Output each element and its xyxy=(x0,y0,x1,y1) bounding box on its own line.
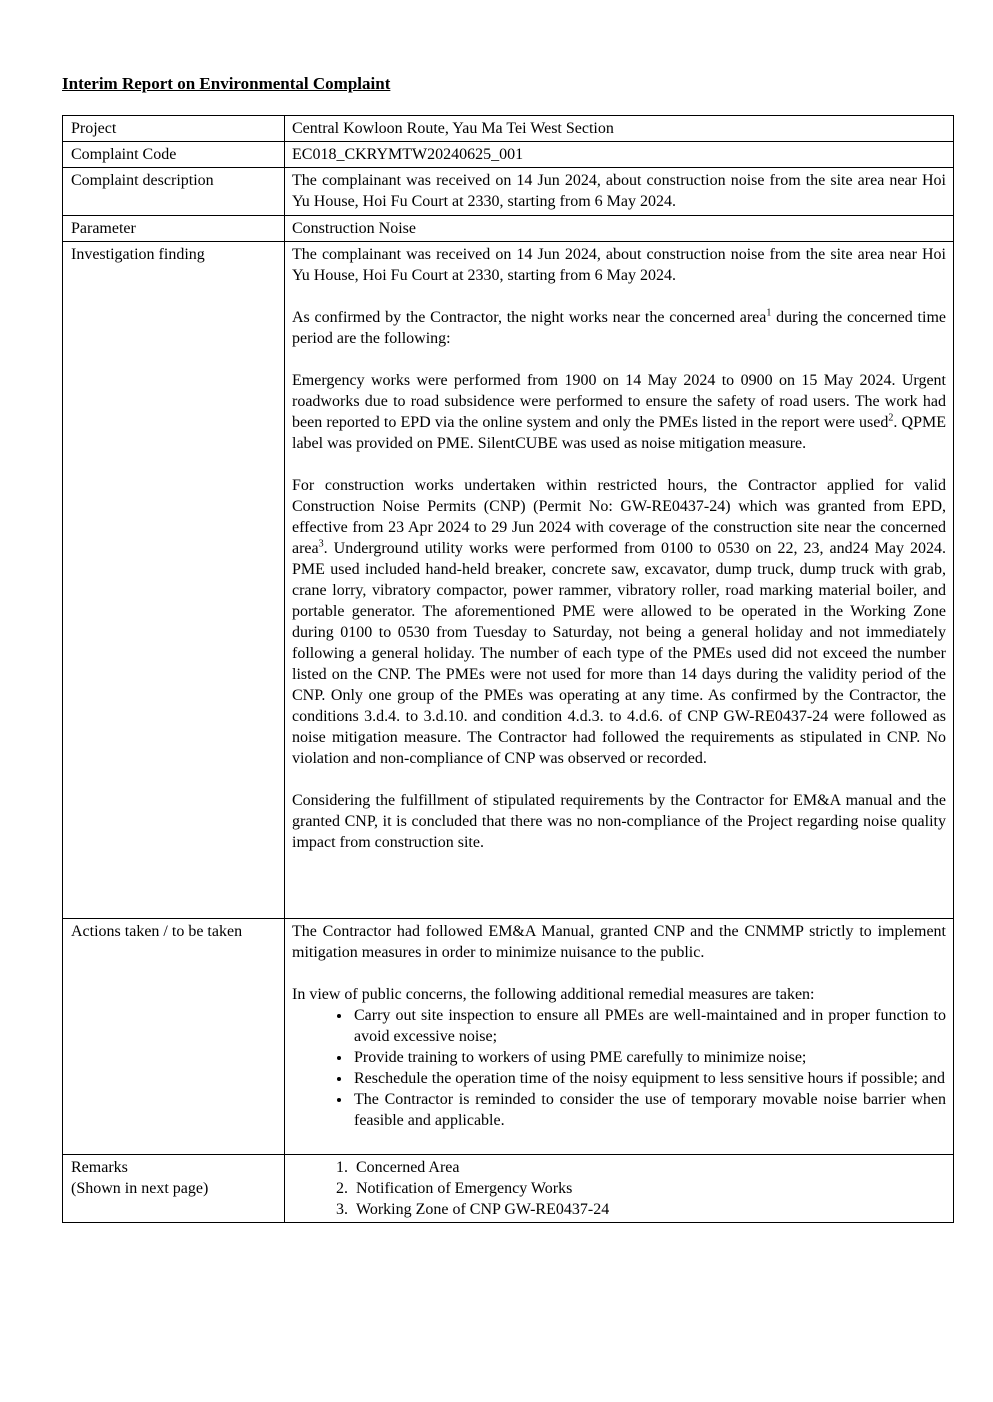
remedial-measure-item: • The Contractor is reminded to consider the use of temporary movable noise barrier when feasible and applicable. xyxy=(352,1089,946,1131)
remark-item: 3. Working Zone of CNP GW-RE0437-24 xyxy=(352,1199,946,1220)
page-title: Interim Report on Environmental Complaint xyxy=(62,74,391,93)
investigation-paragraph-1: The complainant was received on 14 Jun 2024, about construction noise from the site area near Hoi Yu House, Hoi Fu Court at 2330, starting from 6 May 2024. xyxy=(292,246,946,284)
complaint-code-label: Complaint Code xyxy=(63,142,285,168)
remedial-measures-list xyxy=(292,1005,946,1131)
investigation-paragraph-3-text: Emergency works were performed from 1900 on 14 May 2024 to 0900 on 15 May 2024. Urgent roadworks due to road subsidence were performed to ensure the safety of road users. The work had been reported to EPD via the online system and only the PMEs listed in the report were used xyxy=(292,372,946,431)
project-label: Project xyxy=(63,116,285,142)
complaint-description-label: Complaint description xyxy=(63,168,285,216)
remark-item: 1. Concerned Area xyxy=(352,1157,946,1178)
investigation-paragraph-4-text-cont: . Underground utility works were performed from 0100 to 0530 on 22, 23, and24 May 2024. PME used included hand-held breaker, concrete saw, excavator, dump truck, dump truck with grab, crane lorry, vibratory compactor, power rammer, vibratory roller, road marking material boiler, and portable generator. The aforementioned PME were allowed to be operated in the Working Zone during 0100 to 0530 from Tuesday to Saturday, not being a general holiday and not immediately following a general holiday. The number of each type of the PMEs used did not exceed the number listed on the CNP. The PMEs were not used for more than 14 days during the validity period of the CNP. Only one group of the PMEs was operating at any time. As confirmed by the Contractor, the conditions 3.d.4. to 3.d.10. and condition 4.d.3. to 4.d.6. of CNP GW-RE0437-24 were followed as noise mitigation measure. The Contractor had followed the requirements as stipulated in CNP. No violation and non-compliance of CNP was observed or recorded. xyxy=(292,540,946,767)
investigation-paragraph-5: Considering the fulfillment of stipulated requirements by the Contractor for EM&A manual and the granted CNP, it is concluded that there was no non-compliance of the Project regarding noise quality impact from construction site. xyxy=(292,792,946,851)
remarks-value xyxy=(285,1155,954,1223)
remark-item: 2. Notification of Emergency Works xyxy=(352,1178,946,1199)
complaint-code-value: EC018_CKRYMTW20240625_001 xyxy=(285,142,954,168)
table-row-parameter xyxy=(63,216,954,242)
table-row-complaint-description xyxy=(63,168,954,216)
parameter-value: Construction Noise xyxy=(285,216,954,242)
actions-paragraph-1: The Contractor had followed EM&A Manual, granted CNP and the CNMMP strictly to implement mitigation measures in order to minimize nuisance to the public. xyxy=(292,923,946,961)
footnote-marker-2: 2 xyxy=(888,412,894,424)
remarks-label-line1: Remarks xyxy=(71,1159,128,1176)
table-row-investigation-finding xyxy=(63,242,954,919)
investigation-paragraph-3-text-cont: . QPME label was provided on PME. SilentCUBE was used as noise mitigation measure. xyxy=(292,414,947,452)
remarks-label xyxy=(63,1155,285,1223)
table-row-project xyxy=(63,116,954,142)
footnote-marker-3: 3 xyxy=(318,538,324,550)
investigation-paragraph-2 xyxy=(292,307,946,349)
investigation-paragraph-2-text-cont: during the concerned time period are the following: xyxy=(292,309,946,347)
investigation-paragraph-2-text: As confirmed by the Contractor, the night works near the concerned area xyxy=(292,309,767,326)
actions-taken-value xyxy=(285,919,954,1155)
remarks-label-line2: (Shown in next page) xyxy=(71,1180,209,1197)
table-row-actions-taken xyxy=(63,919,954,1155)
actions-paragraph-2: In view of public concerns, the following additional remedial measures are taken: xyxy=(292,986,815,1003)
remedial-measure-item: • Reschedule the operation time of the noisy equipment to less sensitive hours if possible; and xyxy=(352,1068,946,1089)
investigation-finding-label: Investigation finding xyxy=(63,242,285,919)
table-row-remarks xyxy=(63,1155,954,1223)
complaint-description-value: The complainant was received on 14 Jun 2024, about construction noise from the site area near Hoi Yu House, Hoi Fu Court at 2330, starting from 6 May 2024. xyxy=(285,168,954,216)
remarks-list xyxy=(292,1157,946,1220)
footnote-marker-1: 1 xyxy=(766,307,772,319)
investigation-paragraph-4-text: For construction works undertaken within restricted hours, the Contractor applied for valid Construction Noise Permits (CNP) (Permit No: GW-RE0437-24) which was granted from EPD, effective from 23 Apr 2024 to 29 Jun 2024 with coverage of the construction site near the concerned area xyxy=(292,477,946,557)
table-row-complaint-code xyxy=(63,142,954,168)
parameter-label: Parameter xyxy=(63,216,285,242)
remedial-measure-item: • Provide training to workers of using PME carefully to minimize noise; xyxy=(352,1047,946,1068)
complaint-report-table xyxy=(62,115,954,1223)
investigation-paragraph-3 xyxy=(292,370,946,454)
project-value: Central Kowloon Route, Yau Ma Tei West Section xyxy=(285,116,954,142)
investigation-paragraph-4 xyxy=(292,475,946,769)
investigation-finding-value xyxy=(285,242,954,919)
actions-taken-label: Actions taken / to be taken xyxy=(63,919,285,1155)
remedial-measure-item: • Carry out site inspection to ensure all PMEs are well-maintained and in proper function to avoid excessive noise; xyxy=(352,1005,946,1047)
